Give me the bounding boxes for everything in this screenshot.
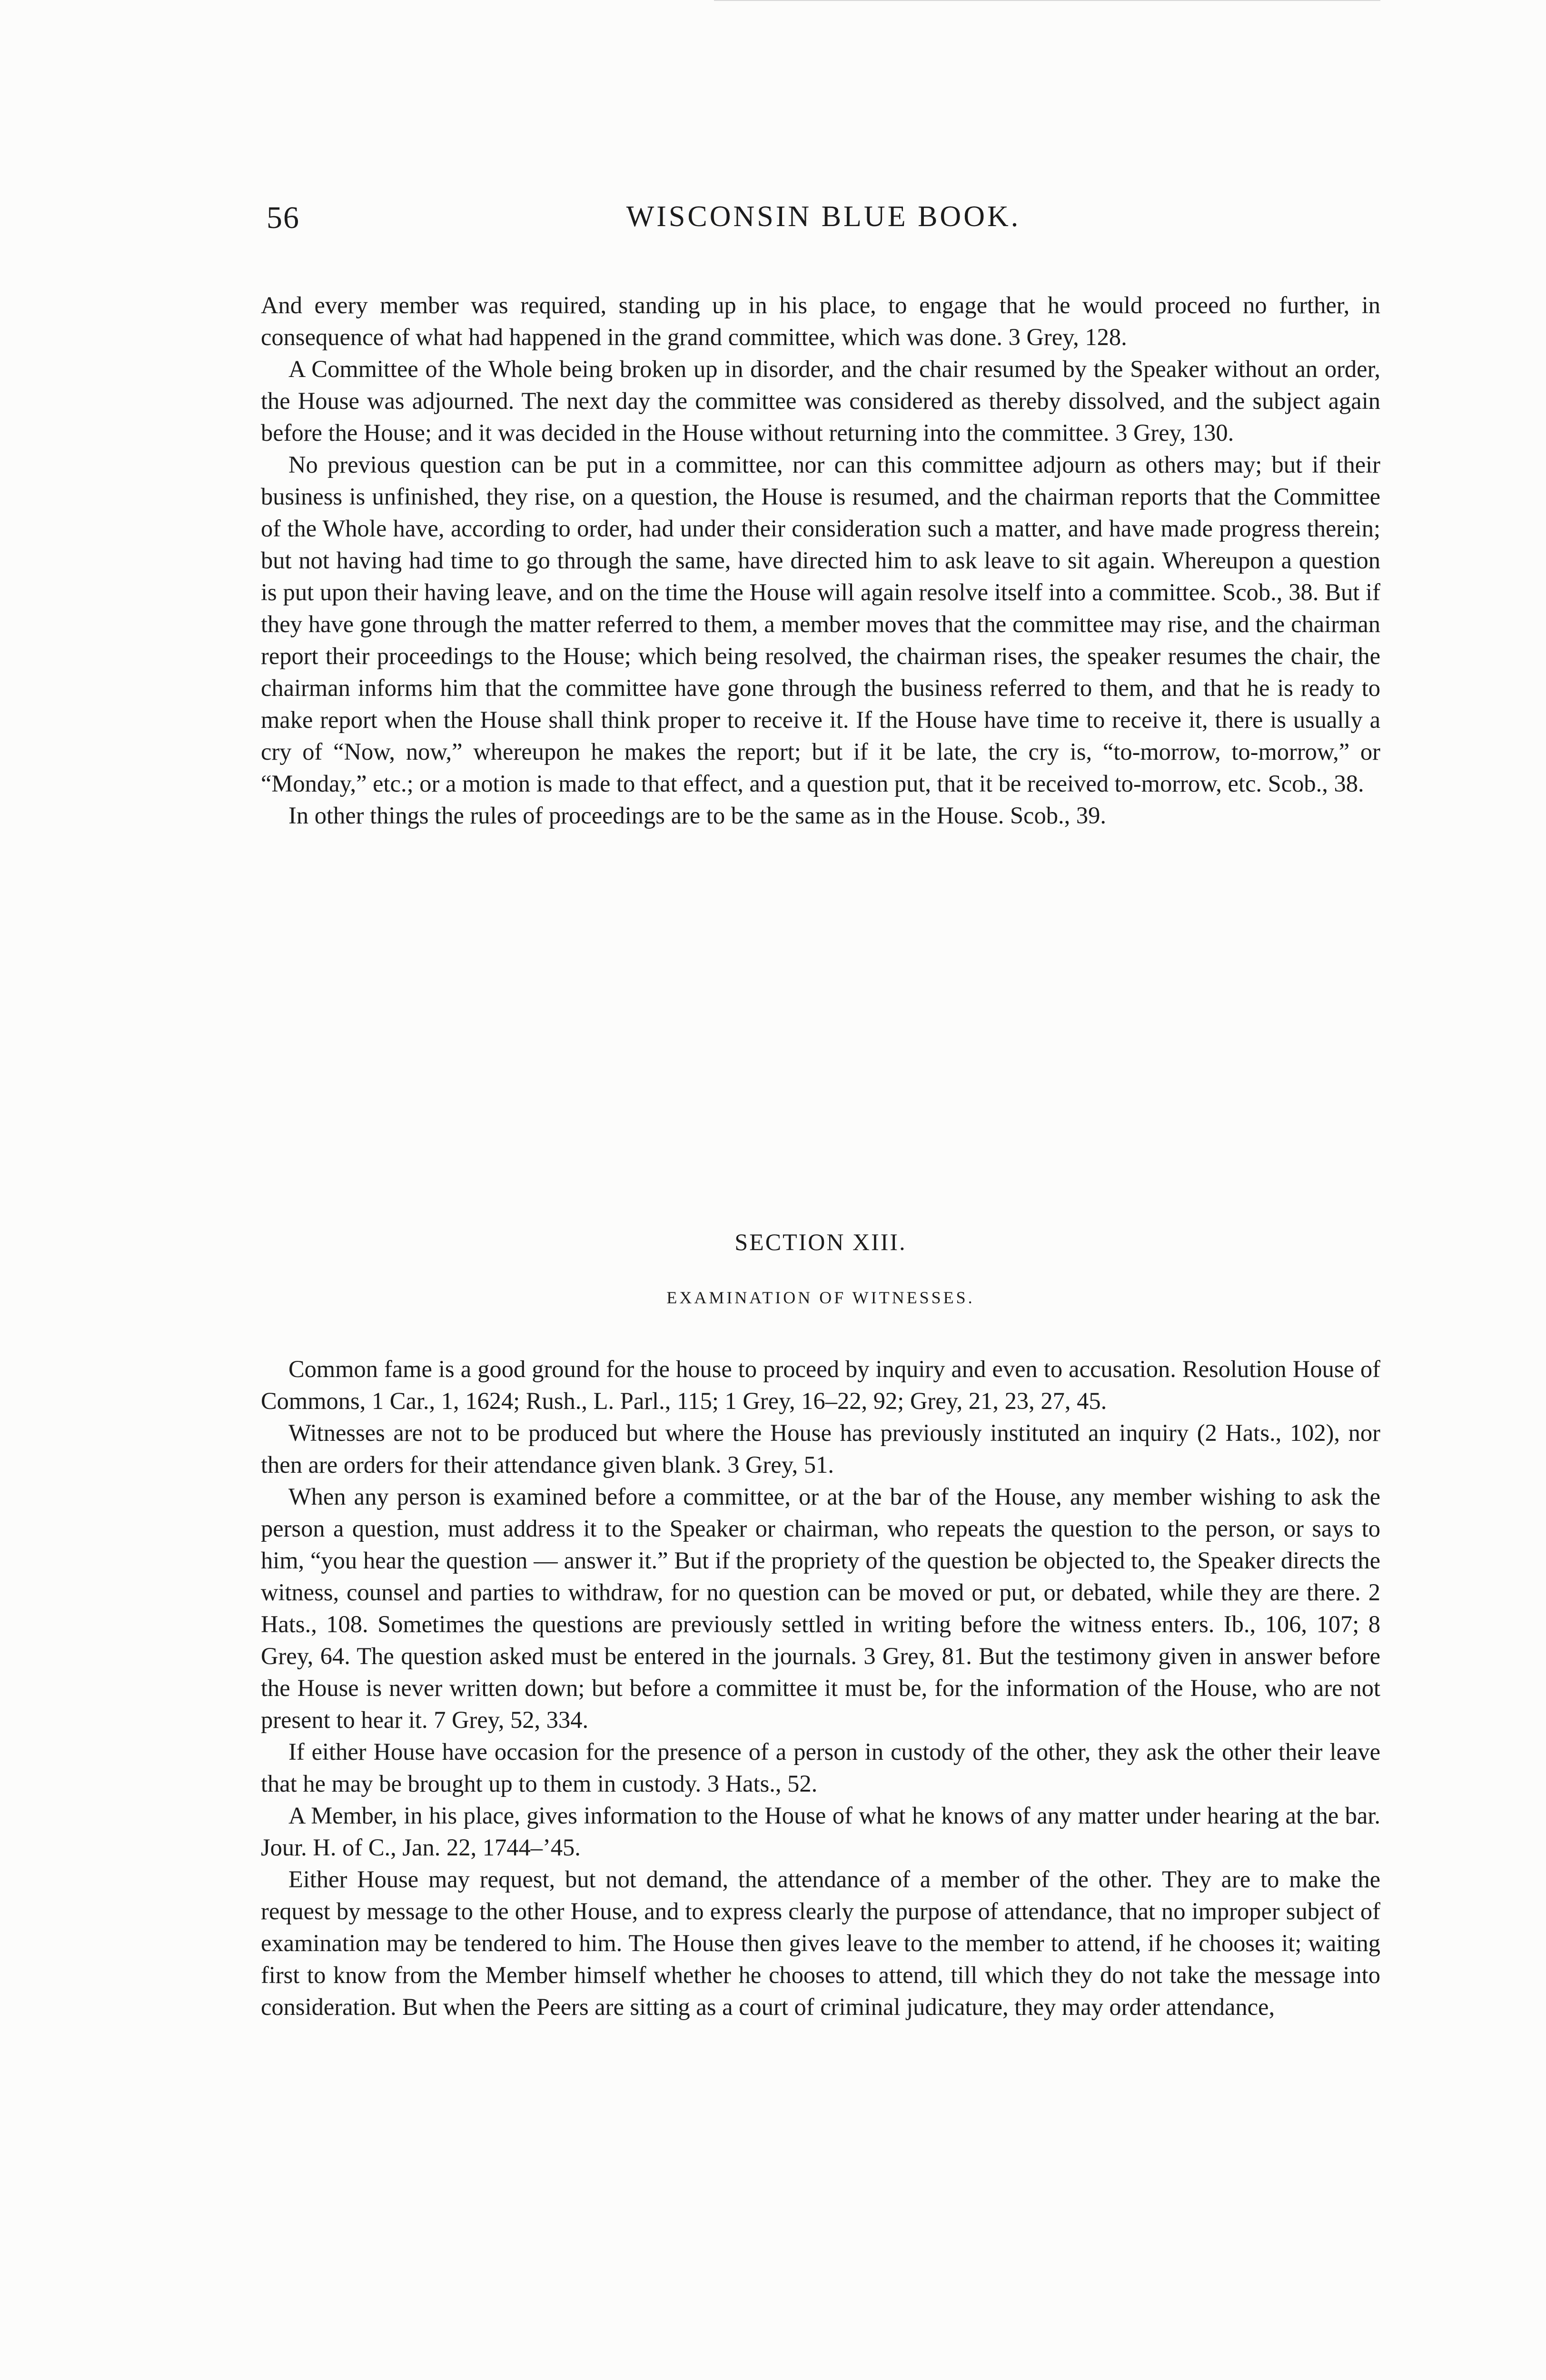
- paragraph: Either House may request, but not demand, the attendance of a member of the other. They are to make the request by message to the other House, and to express clearly the purpose of attendance, that no improper subject of examination may be tendered to him. The House then gives leave to the member to attend, if he chooses it; waiting first to know from the Member himself whether he chooses to attend, till which they do not take the message into consideration. But when the Peers are sitting as a court of criminal judicature, they may order attendance,: [261, 1866, 1380, 2020]
- page-edge-line: [714, 0, 1380, 1]
- paragraph: And every member was required, standing up in his place, to engage that he would proceed no further, in consequence of what had happened in the grand committee, which was done. 3 Grey, 128.: [261, 292, 1380, 350]
- paragraph: Witnesses are not to be produced but where the House has previously instituted an inquiry (2 Hats., 102), nor then are orders for their attendance given blank. 3 Grey, 51.: [261, 1419, 1380, 1478]
- text-block-witnesses: [261, 1353, 1380, 2023]
- text-block-committee: [261, 289, 1380, 832]
- paragraph: When any person is examined before a committee, or at the bar of the House, any member wishing to ask the person a question, must address it to the Speaker or chairman, who repeats the question to the person, or says to him, “you hear the question — answer it.” But if the propriety of the question be objected to, the Speaker directs the witness, counsel and parties to withdraw, for no question can be moved or put, or debated, while they are there. 2 Hats., 108. Sometimes the questions are previously settled in writing before the witness enters. Ib., 106, 107; 8 Grey, 64. The question asked must be entered in the journals. 3 Grey, 81. But the testimony given in answer before the House is never written down; but before a committee it must be, for the information of the House, who are not present to hear it. 7 Grey, 52, 334.: [261, 1483, 1380, 1733]
- paragraph: If either House have occasion for the presence of a person in custody of the other, they ask the other their leave that he may be brought up to them in custody. 3 Hats., 52.: [261, 1738, 1380, 1797]
- paragraph: A Member, in his place, gives information to the House of what he knows of any matter under hearing at the bar. Jour. H. of C., Jan. 22, 1744–’45.: [261, 1802, 1380, 1861]
- running-head: WISCONSIN BLUE BOOK.: [626, 200, 1021, 233]
- section-title: SECTION XIII.: [734, 1229, 907, 1255]
- paragraph: Common fame is a good ground for the house to proceed by inquiry and even to accusation. Resolution House of Commons, 1 Car., 1, 1624; Rush., L. Parl., 115; 1 Grey, 16–22, 92; Grey, 21, 23, 27, 45.: [261, 1356, 1380, 1414]
- page-number: 56: [267, 200, 300, 235]
- paragraph: A Committee of the Whole being broken up in disorder, and the chair resumed by the Speaker without an order, the House was adjourned. The next day the committee was considered as thereby dissolved, and the subject again before the House; and it was decided in the House without returning into the committee. 3 Grey, 130.: [261, 356, 1380, 446]
- section-subtitle: EXAMINATION OF WITNESSES.: [666, 1288, 975, 1307]
- paragraph: No previous question can be put in a committee, nor can this committee adjourn as others may; but if their business is unfinished, they rise, on a question, the House is resumed, and the chairman reports that the Committee of the Whole have, according to order, had under their consideration such a matter, and have made progress therein; but not having had time to go through the same, have directed him to ask leave to sit again. Whereupon a question is put upon their having leave, and on the time the House will again resolve itself into a committee. Scob., 38. But if they have gone through the matter referred to them, a member moves that the committee may rise, and the chairman report their proceedings to the House; which being resolved, the chairman rises, the speaker resumes the chair, the chairman informs him that the committee have gone through the business referred to them, and that he is ready to make report when the House shall think proper to receive it. If the House have time to receive it, there is usually a cry of “Now, now,” whereupon he makes the report; but if it be late, the cry is, “to-morrow, to-morrow,” or “Monday,” etc.; or a motion is made to that effect, and a question put, that it be received to-morrow, etc. Scob., 38.: [261, 451, 1380, 797]
- page-header: [267, 200, 1380, 252]
- paragraph: In other things the rules of proceedings are to be the same as in the House. Scob., 39.: [288, 802, 1106, 829]
